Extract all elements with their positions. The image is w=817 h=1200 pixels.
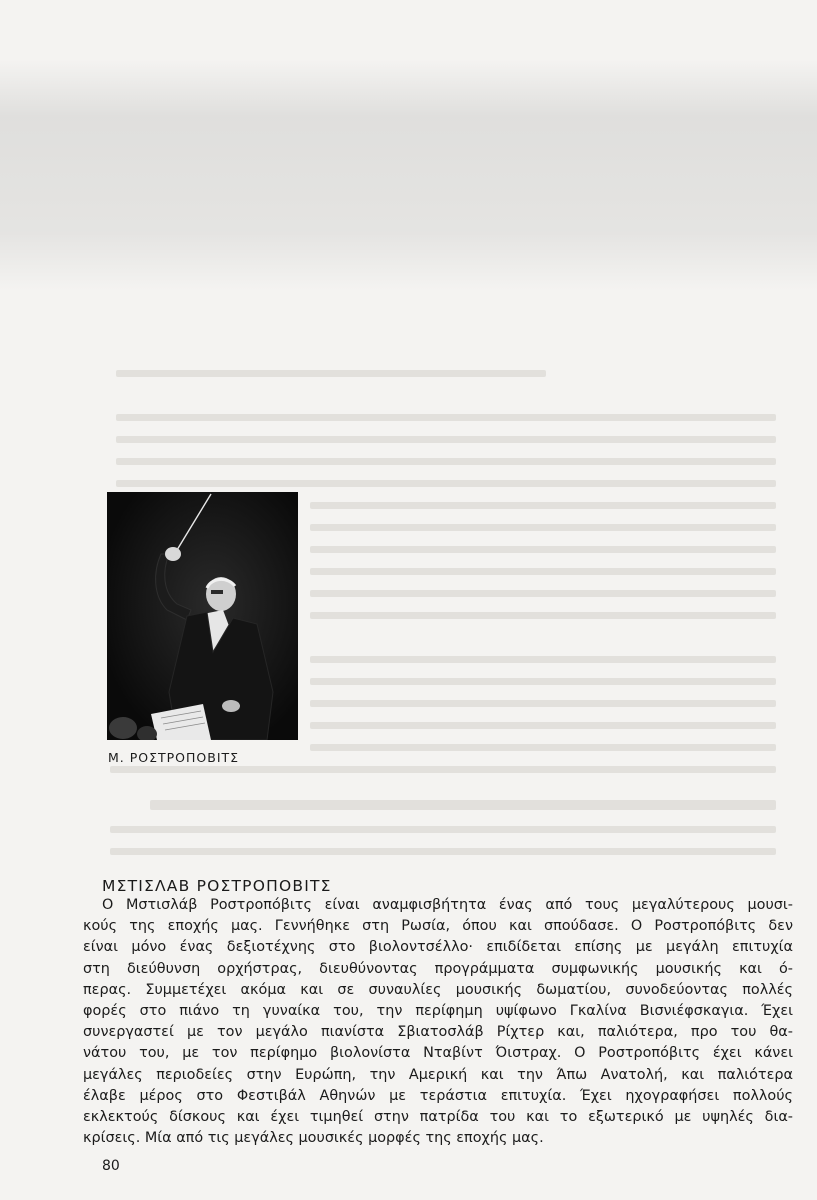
biography-line: περας. Συμμετέχει ακόμα και σε συναυλίες μουσικής δωματίου, συνοδεύοντας πολλές [83, 981, 793, 998]
reverse-side-line [310, 524, 776, 531]
reverse-side-show-through [0, 60, 817, 290]
reverse-side-line [116, 414, 776, 421]
reverse-side-line [310, 502, 776, 509]
biography-title: ΜΣΤΙΣΛΑΒ ΡΟΣΤΡΟΠΟΒΙΤΣ [102, 877, 332, 895]
biography-line: έλαβε μέρος στο Φεστιβάλ Αθηνών με τεράστια επιτυχία. Έχει ηχογραφήσει πολλούς [83, 1087, 793, 1104]
reverse-side-line [310, 568, 776, 575]
reverse-side-line [310, 678, 776, 685]
reverse-side-line [116, 436, 776, 443]
conductor-photo-image [107, 492, 298, 740]
biography-line: μεγάλες περιοδείες στην Ευρώπη, την Αμερική και την Άπω Ανατολή, και παλιότερα [83, 1066, 793, 1083]
reverse-side-line [310, 700, 776, 707]
biography-line: κρίσεις. Μία από τις μεγάλες μουσικές μορφές της εποχής μας. [83, 1130, 544, 1147]
reverse-side-line [110, 826, 776, 833]
biography-text [83, 895, 793, 1149]
biography-line: φορές στο πιάνο τη γυναίκα του, την περίφημη υψίφωνο Γκαλίνα Βισνιέφσκαγια. Έχει [83, 1003, 793, 1020]
reverse-side-line [116, 458, 776, 465]
reverse-side-line [310, 722, 776, 729]
biography-line: Ο Μστισλάβ Ροστροπόβιτς είναι αναμφισβήτητα ένας από τους μεγαλύτερους μουσι- [102, 897, 793, 913]
reverse-side-line [116, 370, 546, 377]
biography-line: κούς της εποχής μας. Γεννήθηκε στη Ρωσία, όπου και σπούδασε. Ο Ροστροπόβιτς δεν [83, 918, 793, 935]
reverse-side-line [116, 480, 776, 487]
reverse-side-line [110, 848, 776, 855]
reverse-side-line [150, 800, 776, 810]
conductor-photo [107, 492, 298, 740]
reverse-side-line [310, 612, 776, 619]
photo-caption: Μ. ΡΟΣΤΡΟΠΟΒΙΤΣ [108, 750, 240, 765]
reverse-side-line [310, 656, 776, 663]
reverse-side-line [310, 546, 776, 553]
reverse-side-line [310, 590, 776, 597]
biography-line: είναι μόνο ένας δεξιοτέχνης στο βιολοντσέλλο· επιδίδεται επίσης με μεγάλη επιτυχία [83, 939, 793, 956]
biography-line: νάτου του, με τον περίφημο βιολονίστα Νταβίντ Όιστραχ. Ο Ροστροπόβιτς έχει κάνει [83, 1045, 793, 1062]
reverse-side-line [310, 744, 776, 751]
biography-line: στη διεύθυνση ορχήστρας, διευθύνοντας προγράμματα συμφωνικής μουσικής και ό- [83, 960, 793, 977]
reverse-side-line [110, 766, 776, 773]
biography-line: συνεργαστεί με τον μεγάλο πιανίστα Σβιατοσλάβ Ρίχτερ και, παλιότερα, προ του θα- [83, 1024, 793, 1041]
page-number: 80 [102, 1158, 120, 1174]
biography-line: εκλεκτούς δίσκους και έχει τιμηθεί στην πατρίδα του και το εξωτερικό με υψηλές δια- [83, 1109, 793, 1126]
